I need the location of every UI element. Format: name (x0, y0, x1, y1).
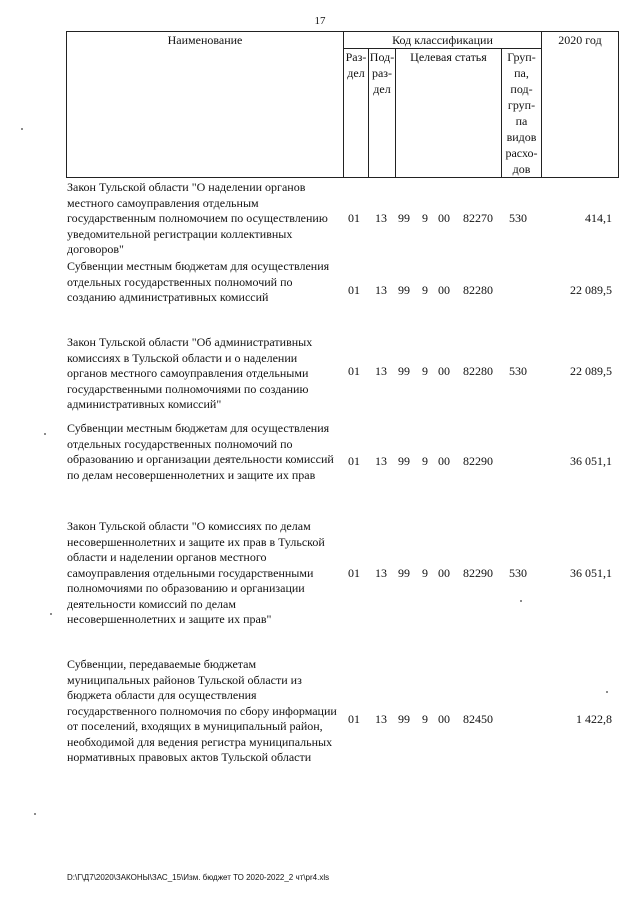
row-target-program: 99 (398, 566, 410, 580)
row-podrazdel: 13 (375, 364, 387, 378)
row-target-program: 99 (398, 283, 410, 297)
row-name: Субвенции, передаваемые бюджетам муниципальных районов Тульской области из бюджета области для осуществления государственного полномочия по сбору информации от поселений, входящих в муниципальный район, необходимой для ведения регистра муниципальных нормативных правовых актов Тульской области (67, 657, 337, 764)
header-classification: Код классификации (344, 32, 542, 49)
row-target-sub: 9 (422, 211, 428, 225)
row-target-main: 00 (438, 211, 450, 225)
scan-speck (21, 128, 23, 130)
header-razdel: Раз- дел (344, 49, 369, 178)
row-amount: 1 422,8 (576, 712, 612, 726)
row-name: Закон Тульской области "Об административных комиссиях в Тульской области и о наделении органов местного самоуправления отдельными государственными полномочиями по созданию административных комиссий" (67, 335, 313, 411)
row-razdel: 01 (348, 211, 360, 225)
row-target-program: 99 (398, 712, 410, 726)
row-target-program: 99 (398, 211, 410, 225)
row-amount: 36 051,1 (570, 566, 612, 580)
row-podrazdel: 13 (375, 283, 387, 297)
header-podrazdel: Под- раз- дел (369, 49, 396, 178)
row-target-direction: 82280 (463, 283, 493, 297)
row-podrazdel: 13 (375, 211, 387, 225)
row-name: Субвенции местным бюджетам для осуществления отдельных государственных полномочий по образованию и организации деятельности комиссий по делам несовершеннолетних и защите их прав (67, 421, 334, 482)
row-target-direction: 82290 (463, 454, 493, 468)
header-name: Наименование (67, 32, 344, 178)
row-amount: 36 051,1 (570, 454, 612, 468)
row-target-direction: 82280 (463, 364, 493, 378)
row-name: Закон Тульской области "О наделении органов местного самоуправления отдельным государственным полномочием по осуществлению уведомительной регистрации коллективных договоров" (67, 180, 328, 256)
row-name: Закон Тульской области "О комиссиях по делам несовершеннолетних и защите их прав в Тульской области и наделении органов местного самоуправления отдельными государственными полномочиями по образованию и организации деятельности комиссий по делам несовершеннолетних и защите их прав" (67, 519, 325, 626)
page-number: 17 (314, 15, 326, 27)
scan-speck (44, 433, 46, 435)
header-group: Груп- па, под- груп- па видов расхо- дов (502, 49, 542, 178)
row-target-direction: 82270 (463, 211, 493, 225)
row-podrazdel: 13 (375, 712, 387, 726)
row-target-main: 00 (438, 454, 450, 468)
row-target-direction: 82290 (463, 566, 493, 580)
row-target-program: 99 (398, 364, 410, 378)
row-target-sub: 9 (422, 364, 428, 378)
row-target-main: 00 (438, 364, 450, 378)
row-podrazdel: 13 (375, 454, 387, 468)
row-amount: 22 089,5 (570, 283, 612, 297)
row-razdel: 01 (348, 283, 360, 297)
row-razdel: 01 (348, 566, 360, 580)
row-razdel: 01 (348, 454, 360, 468)
row-target-main: 00 (438, 283, 450, 297)
row-name: Субвенции местным бюджетам для осуществления отдельных государственных полномочий по созданию административных комиссий (67, 259, 330, 304)
row-target-sub: 9 (422, 283, 428, 297)
row-group: 530 (509, 364, 527, 378)
row-group: 530 (509, 566, 527, 580)
row-podrazdel: 13 (375, 566, 387, 580)
scan-speck (50, 613, 52, 615)
scan-speck (606, 691, 608, 693)
row-razdel: 01 (348, 712, 360, 726)
row-target-main: 00 (438, 566, 450, 580)
scan-speck (520, 600, 522, 602)
file-path-footer: D:\Г\Д7\2020\ЗАКОНЫ\ЗАС_15\Изм. бюджет ТО 2020-2022_2 чт\pr4.xls (67, 873, 330, 882)
row-target-main: 00 (438, 712, 450, 726)
row-razdel: 01 (348, 364, 360, 378)
scan-speck (34, 813, 36, 815)
row-target-sub: 9 (422, 566, 428, 580)
row-group: 530 (509, 211, 527, 225)
row-amount: 22 089,5 (570, 364, 612, 378)
row-target-sub: 9 (422, 712, 428, 726)
row-target-sub: 9 (422, 454, 428, 468)
row-target-direction: 82450 (463, 712, 493, 726)
header-target: Целевая статья (396, 49, 502, 178)
row-target-program: 99 (398, 454, 410, 468)
row-amount: 414,1 (585, 211, 612, 225)
header-year: 2020 год (542, 32, 619, 178)
